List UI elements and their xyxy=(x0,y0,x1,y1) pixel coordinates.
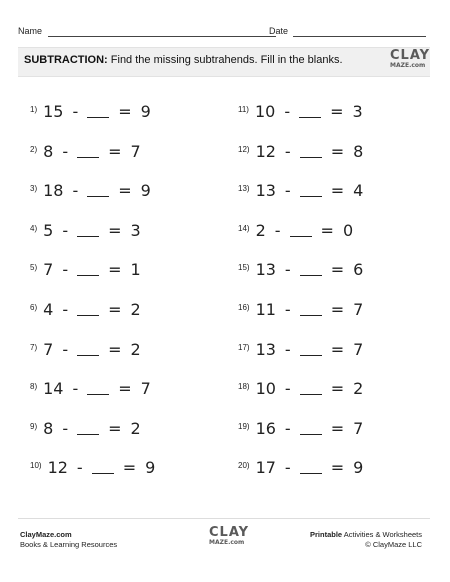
minuend: 7 xyxy=(43,260,54,280)
problem-14 xyxy=(238,221,353,241)
problem-17 xyxy=(238,340,363,360)
problem-1 xyxy=(30,102,151,122)
difference: 9 xyxy=(353,458,364,478)
difference: 2 xyxy=(130,339,141,359)
minuend: 14 xyxy=(43,379,64,399)
footer-right xyxy=(310,530,422,550)
minuend: 12 xyxy=(47,458,68,478)
difference: 1 xyxy=(130,260,141,280)
footer-logo-top-text: CLAY xyxy=(209,525,250,540)
footer-divider xyxy=(18,518,430,519)
date-label: Date xyxy=(269,26,289,36)
footer-title xyxy=(310,530,422,540)
instructions-title: SUBTRACTION: xyxy=(24,54,108,66)
answer-blank[interactable] xyxy=(300,182,322,197)
minus-sign: - xyxy=(284,141,291,161)
difference: 6 xyxy=(353,260,364,280)
equals-sign: = xyxy=(108,220,122,240)
difference: 9 xyxy=(140,181,151,201)
equals-sign: = xyxy=(108,141,122,161)
answer-blank[interactable] xyxy=(77,222,99,237)
problem-number: 16) xyxy=(238,303,250,312)
difference: 8 xyxy=(353,141,364,161)
minus-sign: - xyxy=(284,379,291,399)
answer-blank[interactable] xyxy=(300,380,322,395)
difference: 9 xyxy=(145,458,156,478)
difference: 3 xyxy=(352,102,363,121)
problem-20 xyxy=(238,458,363,478)
footer-tagline: Books & Learning Resources xyxy=(20,540,118,549)
answer-blank[interactable] xyxy=(87,103,109,118)
name-field[interactable] xyxy=(48,36,276,37)
problem-number: 6) xyxy=(30,303,38,312)
problem-15 xyxy=(238,260,363,280)
header-row xyxy=(18,26,428,40)
difference: 2 xyxy=(130,418,141,438)
minus-sign: - xyxy=(62,220,69,240)
problem-number: 13) xyxy=(238,184,250,194)
problem-number: 11) xyxy=(238,105,249,114)
minus-sign: - xyxy=(62,339,69,359)
problem-6 xyxy=(30,300,141,320)
equals-sign: = xyxy=(330,379,345,399)
problem-number: 9) xyxy=(30,421,38,431)
problem-19 xyxy=(238,419,363,439)
instructions-band xyxy=(18,47,430,77)
problem-number: 17) xyxy=(238,342,250,352)
minuend: 13 xyxy=(255,260,276,280)
answer-blank[interactable] xyxy=(77,341,99,356)
problem-number: 15) xyxy=(238,263,250,273)
minus-sign: - xyxy=(284,181,291,201)
minus-sign: - xyxy=(62,260,69,280)
problem-11 xyxy=(238,102,363,122)
minuend: 2 xyxy=(255,220,266,240)
equals-sign: = xyxy=(122,458,137,478)
equals-sign: = xyxy=(118,181,132,201)
minuend: 18 xyxy=(43,181,64,201)
footer-title-rest: Activities & Worksheets xyxy=(342,530,422,539)
problem-number: 20) xyxy=(238,461,250,471)
answer-blank[interactable] xyxy=(300,261,322,276)
footer-title-bold: Printable xyxy=(310,530,343,539)
difference: 3 xyxy=(130,220,141,240)
problem-number: 8) xyxy=(30,382,38,392)
answer-blank[interactable] xyxy=(77,143,99,158)
problem-8 xyxy=(30,379,151,399)
minus-sign: - xyxy=(62,418,69,438)
minus-sign: - xyxy=(284,458,291,478)
difference: 0 xyxy=(342,220,354,240)
equals-sign: = xyxy=(108,339,122,359)
problem-number: 14) xyxy=(238,223,250,233)
minuend: 4 xyxy=(43,300,54,319)
problem-number: 12) xyxy=(238,144,250,154)
difference: 9 xyxy=(140,102,151,121)
minus-sign: - xyxy=(284,418,291,438)
problem-number: 7) xyxy=(30,342,38,352)
problem-2 xyxy=(30,142,141,162)
difference: 7 xyxy=(140,379,151,399)
problem-13 xyxy=(238,181,363,201)
footer-left xyxy=(20,530,117,550)
difference: 7 xyxy=(353,300,364,319)
footer-site: ClayMaze.com xyxy=(20,530,72,539)
minus-sign: - xyxy=(274,220,281,240)
problem-number: 2) xyxy=(30,144,38,154)
problem-number: 3) xyxy=(30,184,38,194)
minuend: 13 xyxy=(255,181,276,201)
equals-sign: = xyxy=(330,102,344,121)
answer-blank[interactable] xyxy=(300,143,322,158)
equals-sign: = xyxy=(108,300,122,319)
equals-sign: = xyxy=(330,260,345,280)
problem-12 xyxy=(238,142,363,162)
answer-blank[interactable] xyxy=(77,301,99,316)
equals-sign: = xyxy=(330,181,345,201)
minuend: 5 xyxy=(43,220,54,240)
footer-logo-bottom-text: MAZE.com xyxy=(209,539,245,546)
equals-sign: = xyxy=(330,300,345,319)
answer-blank[interactable] xyxy=(87,182,109,197)
equals-sign: = xyxy=(330,141,345,161)
difference: 2 xyxy=(353,379,364,399)
minus-sign: - xyxy=(72,181,79,201)
instructions xyxy=(24,54,343,66)
answer-blank[interactable] xyxy=(299,103,321,118)
equals-sign: = xyxy=(320,220,334,240)
minuend: 13 xyxy=(255,339,276,359)
problem-number: 10) xyxy=(30,461,42,471)
minus-sign: - xyxy=(284,339,291,359)
equals-sign: = xyxy=(118,379,132,399)
equals-sign: = xyxy=(330,339,345,359)
answer-blank[interactable] xyxy=(300,301,322,316)
answer-blank[interactable] xyxy=(92,459,114,474)
problem-18 xyxy=(238,379,363,399)
minus-sign: - xyxy=(72,379,79,399)
problem-number: 19) xyxy=(238,421,250,431)
minus-sign: - xyxy=(284,300,291,319)
claymaze-logo xyxy=(390,48,431,69)
minuend: 11 xyxy=(255,300,276,319)
minuend: 7 xyxy=(43,339,54,359)
minuend: 10 xyxy=(254,102,276,121)
minuend: 12 xyxy=(255,141,276,161)
name-label: Name xyxy=(18,26,43,36)
logo-top-text: CLAY xyxy=(390,48,431,63)
difference: 7 xyxy=(130,141,141,161)
minus-sign: - xyxy=(284,102,291,121)
equals-sign: = xyxy=(108,260,122,280)
answer-blank[interactable] xyxy=(77,261,99,276)
problem-7 xyxy=(30,340,141,360)
equals-sign: = xyxy=(118,102,132,121)
claymaze-footer-logo xyxy=(209,525,250,546)
problem-number: 5) xyxy=(30,263,38,273)
minus-sign: - xyxy=(76,458,83,478)
answer-blank[interactable] xyxy=(87,380,109,395)
answer-blank[interactable] xyxy=(300,420,322,435)
footer-copyright: © ClayMaze LLC xyxy=(365,540,422,549)
minuend: 8 xyxy=(43,418,54,438)
logo-bottom-text: MAZE.com xyxy=(390,62,426,69)
problem-number: 18) xyxy=(238,382,250,392)
problem-16 xyxy=(238,300,363,320)
date-field[interactable] xyxy=(293,36,426,37)
minuend: 10 xyxy=(255,379,276,399)
minus-sign: - xyxy=(62,141,69,161)
minuend: 17 xyxy=(255,458,276,478)
problem-10 xyxy=(30,458,155,478)
answer-blank[interactable] xyxy=(290,222,312,237)
instructions-text: Find the missing subtrahends. Fill in the blanks. xyxy=(110,54,343,66)
difference: 2 xyxy=(130,300,141,319)
minuend: 16 xyxy=(255,418,276,438)
problem-number: 1) xyxy=(30,105,38,114)
answer-blank[interactable] xyxy=(77,420,99,435)
problem-3 xyxy=(30,181,151,201)
minuend: 15 xyxy=(43,102,64,121)
problem-5 xyxy=(30,260,141,280)
minus-sign: - xyxy=(62,300,69,319)
answer-blank[interactable] xyxy=(300,459,322,474)
problem-number: 4) xyxy=(30,223,38,233)
problem-9 xyxy=(30,419,141,439)
difference: 7 xyxy=(353,418,364,438)
minuend: 8 xyxy=(43,141,54,161)
answer-blank[interactable] xyxy=(300,341,322,356)
difference: 7 xyxy=(353,339,364,359)
problem-4 xyxy=(30,221,141,241)
equals-sign: = xyxy=(330,458,345,478)
minus-sign: - xyxy=(284,260,291,280)
equals-sign: = xyxy=(330,418,345,438)
minus-sign: - xyxy=(72,102,79,121)
equals-sign: = xyxy=(108,418,122,438)
difference: 4 xyxy=(353,181,364,201)
